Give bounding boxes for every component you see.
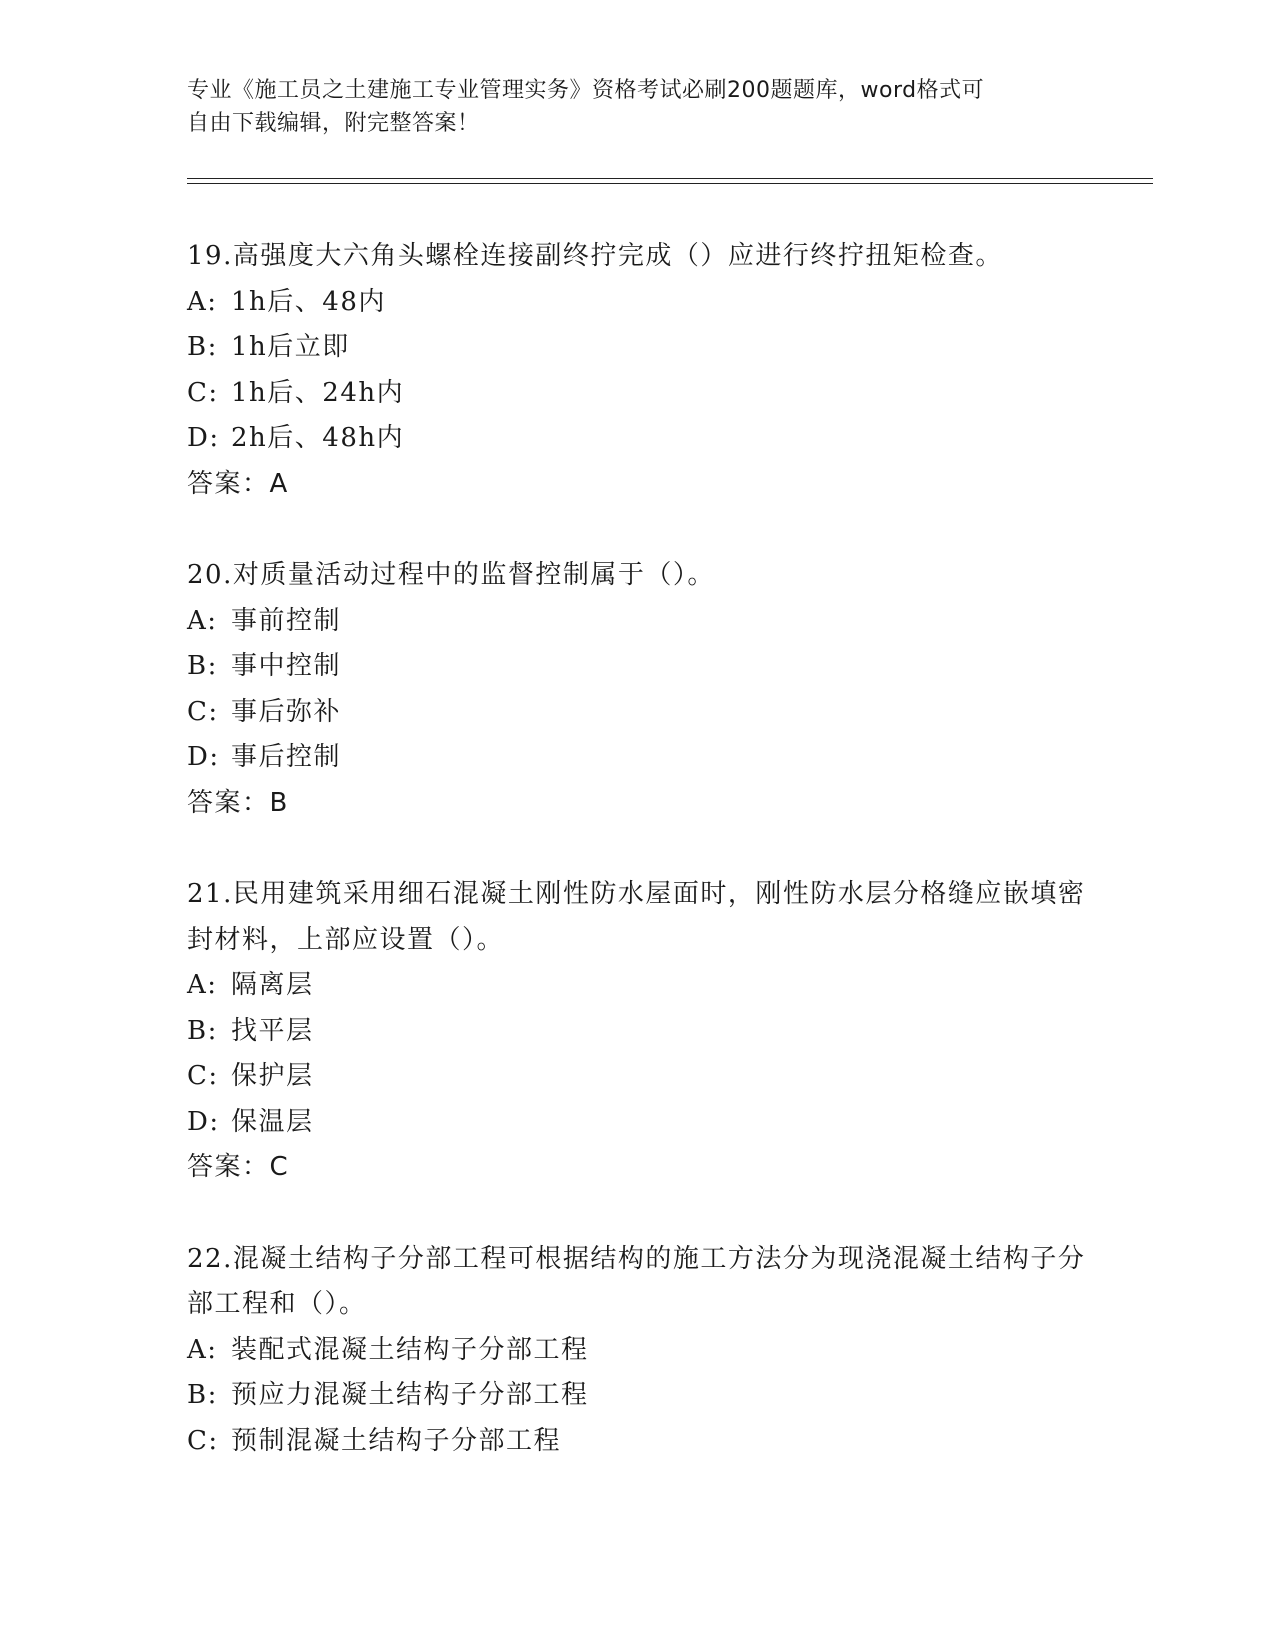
option-letter: B: [187,651,218,681]
option-b [187,644,1087,690]
option-c [187,1054,1087,1100]
option-text: 事后弥补 [231,696,342,727]
header-line-1: 专业《施工员之土建施工专业管理实务》资格考试必刷200题题库，word格式可 [187,78,985,103]
option-text: 事后控制 [231,742,342,772]
option-letter: C: [187,696,219,727]
option-d [187,416,1087,462]
answer-line: 答案：C [187,1152,290,1182]
option-text: 保温层 [231,1106,314,1137]
option-letter: D: [187,423,220,453]
option-text: 隔离层 [231,970,314,1000]
option-text: 事前控制 [231,605,342,636]
option-d [187,1100,1087,1146]
question-stem: 21.民用建筑采用细石混凝土刚性防水屋面时，刚性防水层分格缝应嵌填密封材料，上部应设置（）。 [187,879,1086,955]
option-letter: C: [187,1425,219,1456]
option-text: 2h后、48h内 [231,423,405,453]
option-letter: D: [187,742,220,772]
question-20 [187,553,1087,826]
option-b [187,1009,1087,1055]
option-c [187,371,1087,417]
option-a [187,963,1087,1009]
option-letter: D: [187,1106,220,1137]
header-divider-top [187,178,1153,179]
option-text: 1h后、48内 [231,286,386,317]
answer-line: 答案：B [187,787,289,818]
option-c [187,1419,1087,1465]
option-letter: A: [187,605,218,636]
option-letter: B: [187,332,218,362]
option-c [187,690,1087,736]
option-letter: A: [187,1334,218,1365]
option-a [187,1328,1087,1374]
option-d [187,735,1087,781]
option-b [187,1373,1087,1419]
option-text: 预应力混凝土结构子分部工程 [231,1380,589,1410]
option-a [187,280,1087,326]
option-letter: A: [187,286,218,317]
option-letter: B: [187,1015,218,1046]
option-text: 事中控制 [231,651,342,681]
option-b [187,325,1087,371]
question-22 [187,1237,1087,1465]
option-a [187,599,1087,645]
option-letter: C: [187,377,219,408]
option-letter: C: [187,1061,219,1091]
document-header [187,74,1067,140]
option-text: 预制混凝土结构子分部工程 [231,1425,562,1456]
option-text: 保护层 [231,1061,314,1091]
answer-line: 答案：A [187,468,289,499]
option-text: 找平层 [231,1015,314,1046]
option-text: 1h后立即 [231,332,350,362]
question-21 [187,872,1087,1191]
header-divider-bottom [187,183,1153,184]
option-letter: A: [187,970,218,1000]
option-text: 装配式混凝土结构子分部工程 [231,1334,589,1365]
question-stem: 20.对质量活动过程中的监督控制属于（）。 [187,560,715,590]
option-letter: B: [187,1380,218,1410]
question-list [187,234,1087,1510]
header-line-2: 自由下载编辑，附完整答案！ [187,111,480,136]
question-19 [187,234,1087,507]
question-stem: 19.高强度大六角头螺栓连接副终拧完成（）应进行终拧扭矩检查。 [187,241,1003,271]
question-stem: 22.混凝土结构子分部工程可根据结构的施工方法分为现浇混凝土结构子分部工程和（）。 [187,1243,1086,1319]
option-text: 1h后、24h内 [231,377,405,408]
